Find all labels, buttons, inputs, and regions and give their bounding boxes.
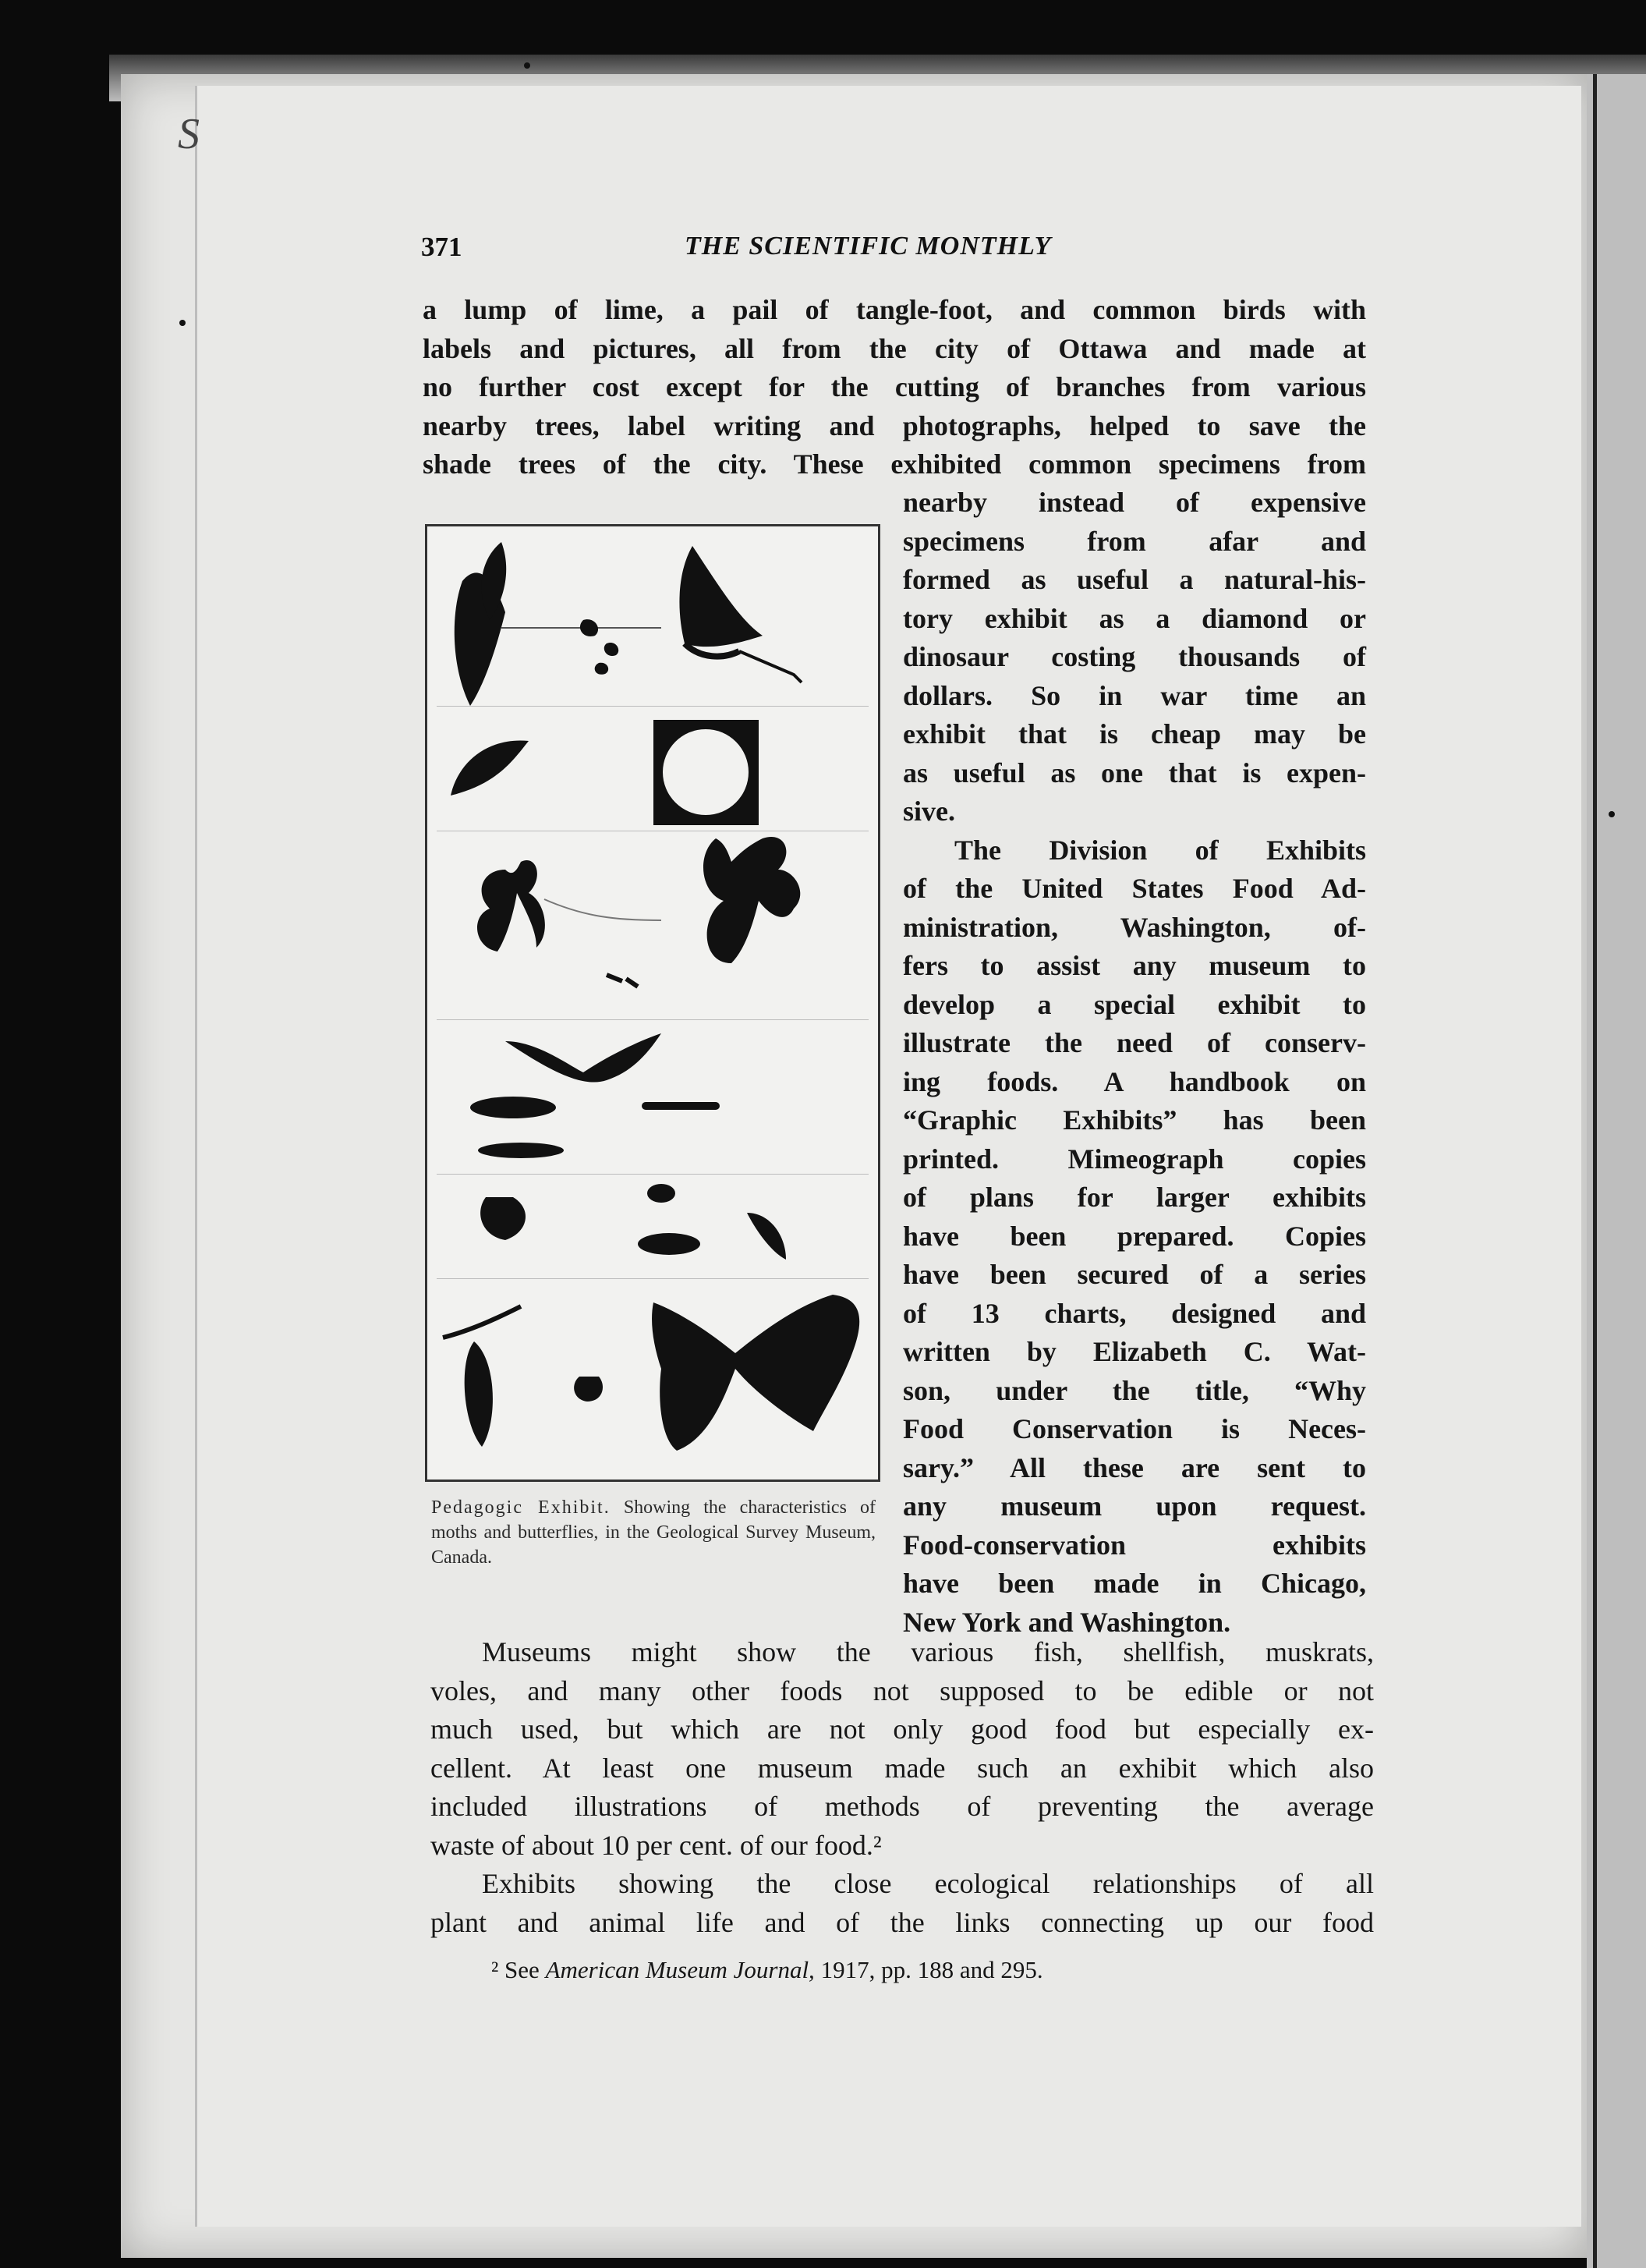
figure-caption — [431, 1495, 876, 1570]
footnote — [491, 1956, 1043, 1984]
running-title: THE SCIENTIFIC MONTHLY — [685, 232, 1052, 260]
text-line: nearby instead of expensive — [903, 487, 1366, 518]
text-line: waste of about 10 per cent. of our food.² — [430, 1829, 882, 1861]
footnote-marker: ² — [491, 1956, 499, 1983]
text-line: of plans for larger exhibits — [903, 1182, 1366, 1213]
text-line: of 13 charts, designed and — [903, 1297, 1366, 1329]
text-line: dollars. So in war time an — [903, 679, 1366, 711]
specimen-silhouettes — [427, 526, 878, 1480]
text-line: Museums might show the various fish, shellfish, muskrats, — [482, 1636, 1374, 1667]
text-line: written by Elizabeth C. Wat- — [903, 1336, 1366, 1367]
text-line: develop a special exhibit to — [903, 988, 1366, 1020]
text-line: illustrate the need of conserv- — [903, 1027, 1366, 1058]
text-line: plant and animal life and of the links connecting up our food — [430, 1906, 1374, 1938]
text-line: ministration, Washington, of- — [903, 911, 1366, 943]
top-paragraph — [423, 291, 1366, 484]
text-line: formed as useful a natural-his- — [903, 564, 1366, 595]
footnote-prefix: See — [504, 1956, 540, 1983]
text-line: son, under the title, “Why — [903, 1374, 1366, 1406]
text-line: tory exhibit as a diamond or — [903, 602, 1366, 634]
text-line: shade trees of the city. These exhibited common specimens from — [423, 448, 1366, 480]
margin-mark: S — [178, 110, 200, 158]
footnote-journal: American Museum Journal, — [545, 1956, 815, 1983]
text-line: New York and Washington. — [903, 1606, 1231, 1638]
text-line: any museum upon request. — [903, 1490, 1366, 1522]
text-line: fers to assist any museum to — [903, 950, 1366, 981]
text-line: much used, but which are not only good food but especially ex- — [430, 1713, 1374, 1745]
caption-text: Showing the characteristics of moths and butterflies, in the Geological Survey Museum, Canada. — [431, 1497, 876, 1568]
text-line: voles, and many other foods not supposed to be edible or not — [430, 1674, 1374, 1706]
text-line: Food-conservation exhibits — [903, 1529, 1366, 1561]
footnote-rest: 1917, pp. 188 and 295. — [820, 1956, 1043, 1983]
text-line: have been made in Chicago, — [903, 1568, 1366, 1599]
text-line: The Division of Exhibits — [954, 834, 1366, 866]
text-line: specimens from afar and — [903, 525, 1366, 557]
text-line: sary.” All these are sent to — [903, 1451, 1366, 1483]
text-line: no further cost except for the cutting of branches from various — [423, 371, 1366, 402]
right-column-text — [903, 484, 1366, 1642]
text-line: labels and pictures, all from the city of Ottawa and made at — [423, 332, 1366, 364]
text-line: sive. — [903, 796, 955, 827]
text-line: a lump of lime, a pail of tangle-foot, and common birds with — [423, 294, 1366, 325]
text-line: ing foods. A handbook on — [903, 1065, 1366, 1097]
text-line: exhibit that is cheap may be — [903, 718, 1366, 750]
bottom-paragraph — [430, 1633, 1374, 1942]
text-line: of the United States Food Ad- — [903, 873, 1366, 904]
text-line: as useful as one that is expen- — [903, 757, 1366, 788]
text-line: Food Conservation is Neces- — [903, 1413, 1366, 1444]
text-line: dinosaur costing thousands of — [903, 641, 1366, 672]
text-line: included illustrations of methods of preventing the average — [430, 1791, 1374, 1822]
text-line: printed. Mimeograph copies — [903, 1143, 1366, 1175]
text-line: have been secured of a series — [903, 1259, 1366, 1290]
text-line: cellent. At least one museum made such an exhibit which also — [430, 1752, 1374, 1784]
text-line: “Graphic Exhibits” has been — [903, 1104, 1366, 1136]
page-number: 371 — [421, 232, 462, 262]
caption-title: Pedagogic Exhibit. — [431, 1497, 611, 1518]
text-line: Exhibits showing the close ecological relationships of all — [482, 1868, 1374, 1899]
exhibit-photograph — [425, 524, 880, 1482]
text-line: nearby trees, label writing and photographs, helped to save the — [423, 409, 1366, 441]
text-line: have been prepared. Copies — [903, 1220, 1366, 1252]
